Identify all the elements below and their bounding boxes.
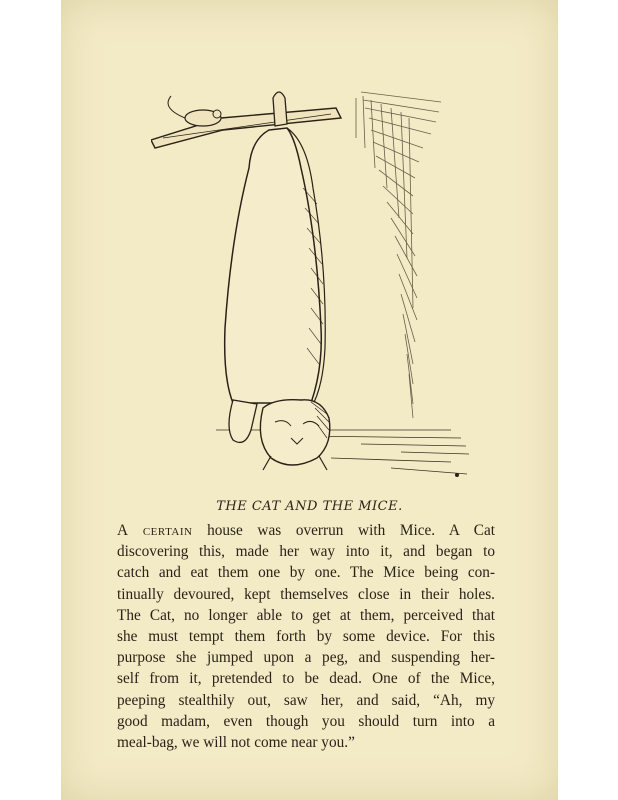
fable-line: peeping stealthily out, saw her, and said, “Ah, my <box>117 691 495 709</box>
fable-line: meal-bag, we will not come near you.” <box>117 734 355 752</box>
illustration-caption: THE CAT AND THE MICE. <box>216 499 403 514</box>
fable-line: catch and eat them one by one. The Mice being con- <box>117 564 495 582</box>
fable-text <box>117 520 495 753</box>
fable-line: The Cat, no longer able to get at them, perceived that <box>117 606 495 624</box>
book-page <box>61 0 558 800</box>
opening-small-caps: A certain <box>117 522 193 539</box>
fable-line: discovering this, made her way into it, and began to <box>117 543 495 561</box>
fable-line: good madam, even though you should turn into a <box>117 712 495 730</box>
fable-line: purpose she jumped upon a peg, and suspending her- <box>117 649 495 667</box>
fable-line: she must tempt them forth by some device. For this <box>117 628 495 646</box>
fable-line: tinually devoured, kept themselves close in their holes. <box>117 585 495 603</box>
fable-line: self from it, pretended to be dead. One of the Mice, <box>117 670 495 688</box>
fable-line: A certain house was overrun with Mice. A Cat <box>117 522 495 539</box>
engraving-cat-hanging-from-peg <box>151 78 471 490</box>
